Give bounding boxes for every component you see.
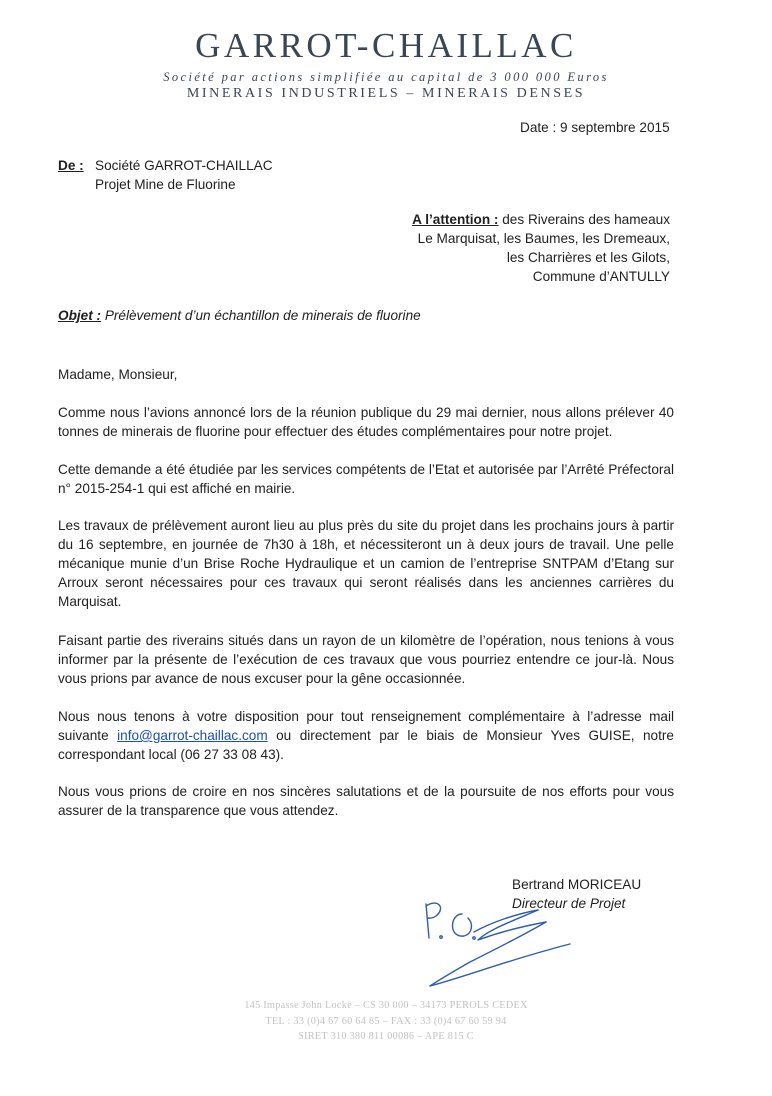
- paragraph-authorization: Cette demande a été étudiée par les services compétents de l’Etat et autorisée par l’Arrêté Préfectoral n° 2015-254-1 qui est affiché en mairie.: [58, 462, 674, 496]
- recipient-line-2: Le Marquisat, les Baumes, les Dremeaux,: [417, 231, 670, 246]
- paragraph-residents-notice: Faisant partie des riverains situés dans un rayon de un kilomètre de l’opération, nous tenions à vous informer par la présente de l’exécution de ces travaux que vous pourriez entendre ce jour-là. Nous vous prions par avance de nous excuser pour la gêne occasionnée.: [58, 633, 674, 686]
- company-activity: MINERAIS INDUSTRIELS – MINERAIS DENSES: [186, 86, 586, 101]
- signatory-name: Bertrand MORICEAU: [512, 877, 642, 892]
- recipient-line-1: des Riverains des hameaux: [498, 212, 670, 227]
- subject-line: [58, 306, 421, 325]
- subject-label: Objet :: [58, 308, 102, 323]
- signatory-role: Directeur de Projet: [512, 896, 626, 911]
- recipient-block: [404, 210, 670, 286]
- handwritten-signature: [412, 896, 572, 996]
- paragraph-closing: Nous vous prions de croire en nos sincères salutations et de la poursuite de nos efforts pour vous assurer de la transparence que vous attendez.: [58, 784, 674, 818]
- salutation: Madame, Monsieur,: [58, 367, 178, 382]
- letter-date: Date : 9 septembre 2015: [520, 120, 670, 135]
- recipient-line-4: Commune d’ANTULLY: [532, 269, 670, 284]
- sender-line-1: Société GARROT-CHAILLAC: [95, 158, 273, 173]
- company-legal-form: Société par actions simplifiée au capital de 3 000 000 Euros: [163, 70, 609, 84]
- footer-phone-fax: TEL : 33 (0)4 67 60 64 85 – FAX : 33 (0)4 67 60 59 94: [265, 1015, 507, 1027]
- sender-block: [58, 156, 273, 194]
- recipient-label: A l’attention :: [412, 212, 499, 227]
- subject-text: Prélèvement d’un échantillon de minerais de fluorine: [101, 308, 421, 323]
- footer-siret: SIRET 310 380 811 00086 – APE 815 C: [298, 1031, 474, 1042]
- contact-text-before: Nous nous tenons à votre disposition pour tout renseignement complémentaire à l’adresse mail suivante: [58, 709, 674, 743]
- paragraph-works-schedule: Les travaux de prélèvement auront lieu au plus près du site du projet dans les prochains jours à partir du 16 septembre, en journée de 7h30 à 18h, et nécessiteront un à deux jours de travail. Une pelle mécanique munie d’un Brise Roche Hydraulique et un camion de l’entreprise SNTPAM d’Etang sur Arroux seront nécessaires pour ces travaux qui seront réalisés dans les anciennes carrières du Marquisat.: [58, 518, 674, 609]
- contact-text-after: ou directement par le biais de Monsieur Yves GUISE, notre correspondant local (06 27 33 08 43).: [58, 728, 674, 762]
- company-name: GARROT-CHAILLAC: [195, 26, 577, 65]
- footer-address: 145 Impasse John Locke – CS 30 000 – 34173 PEROLS CEDEX: [244, 1000, 528, 1011]
- sender-line-2: Projet Mine de Fluorine: [95, 177, 236, 192]
- recipient-line-3: les Charrières et les Gilots,: [506, 250, 670, 265]
- paragraph-contact: [58, 707, 674, 764]
- sender-label: De :: [58, 158, 84, 173]
- letterhead: [0, 26, 772, 103]
- paragraph-announcement: Comme nous l’avions annoncé lors de la réunion publique du 29 mai dernier, nous allons prélever 40 tonnes de minerais de fluorine pour effectuer des études complémentaires pour notre projet.: [58, 405, 674, 439]
- contact-email-link[interactable]: info@garrot-chaillac.com: [117, 728, 268, 743]
- company-footer: [0, 998, 772, 1045]
